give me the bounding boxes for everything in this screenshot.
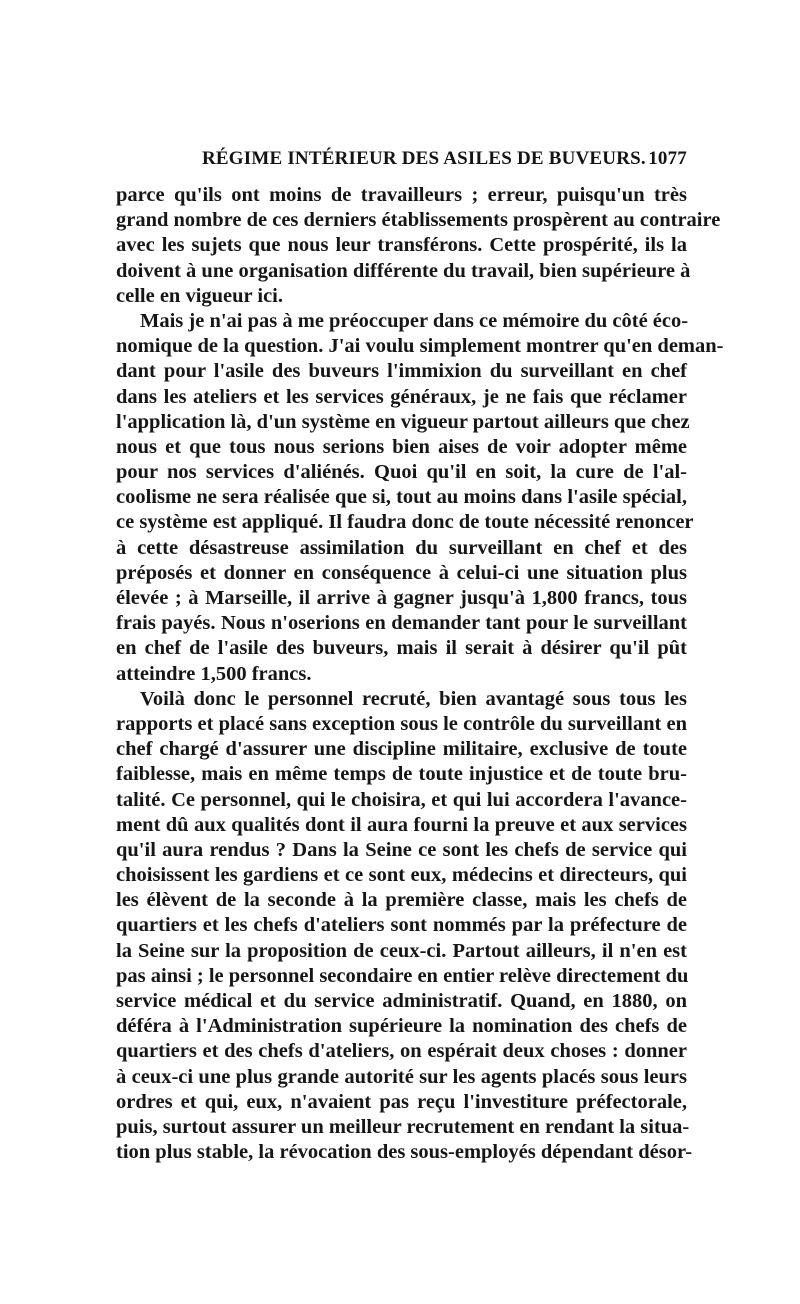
text-line: dans les ateliers et les services généraux, je ne fais que réclamer [116,385,687,408]
text-line: à ceux-ci une plus grande autorité sur les agents placés sous leurs [116,1065,687,1088]
text-line: à cette désastreuse assimilation du surveillant en chef et des [116,536,687,559]
paragraph [116,183,721,309]
text-line: pour nos services d'aliénés. Quoi qu'il en soit, la cure de l'al- [116,461,687,484]
paragraph [116,309,724,687]
text-line: ment dû aux qualités dont il aura fourni la preuve et aux services [116,813,687,836]
text-line: doivent à une organisation différente du travail, bien supérieure à [116,259,691,282]
text-line: déféra à l'Administration supérieure la nomination des chefs de [116,1015,687,1038]
text-line: en chef de l'asile des buveurs, mais il serait à désirer qu'il pût [116,637,687,660]
text-line: élevée ; à Marseille, il arrive à gagner jusqu'à 1,800 francs, tous [116,587,687,609]
text-line: nous et que tous nous serions bien aises de voir adopter même [116,435,687,458]
text-line: qu'il aura rendus ? Dans la Seine ce sont les chefs de service qui [116,838,687,861]
text-line: quartiers et les chefs d'ateliers sont nommés par la préfecture de [116,914,687,937]
text-line: tion plus stable, la révocation des sous-employés dépendant désor- [116,1141,693,1164]
text-line: avec les sujets que nous leur transférons. Cette prospérité, ils la [116,234,687,257]
text-line: ordres et qui, eux, n'avaient pas reçu l'investiture préfectorale, [116,1090,687,1113]
text-line: choisissent les gardiens et ce sont eux, médecins et directeurs, qui [116,864,687,887]
paragraph [116,687,693,1166]
text-line: les élèvent de la seconde à la première classe, mais les chefs de [116,889,687,912]
text-line: ce système est appliqué. Il faudra donc de toute nécessité renoncer [116,511,694,534]
text-line: préposés et donner en conséquence à celui-ci une situation plus [116,561,687,584]
text-line: pas ainsi ; le personnel secondaire en entier relève directement du [116,964,689,987]
text-line: chef chargé d'assurer une discipline militaire, exclusive de toute [116,738,687,761]
text-line: parce qu'ils ont moins de travailleurs ; erreur, puisqu'un très [116,184,687,206]
text-line: rapports et placé sans exception sous le contrôle du surveillant en [116,712,687,735]
text-line: dant pour l'asile des buveurs l'immixion du surveillant en chef [116,360,687,383]
text-line: l'application là, d'un système en vigueur partout ailleurs que chez [116,410,690,433]
text-line: celle en vigueur ici. [116,284,284,307]
text-line: Voilà donc le personnel recruté, bien avantagé sous tous les [140,687,687,710]
text-line: frais payés. Nous n'oserions en demander tant pour le surveillant [116,612,687,635]
text-line: faiblesse, mais en même temps de toute injustice et de toute bru- [116,763,687,786]
text-line: nomique de la question. J'ai voulu simplement montrer qu'en deman- [116,335,724,358]
text-line: quartiers et des chefs d'ateliers, on espérait deux choses : donner [116,1040,687,1063]
text-line: service médical et du service administratif. Quand, en 1880, on [116,990,687,1012]
page-number: 1077 [648,148,687,169]
text-line: puis, surtout assurer un meilleur recrutement en rendant la situa- [116,1115,690,1138]
text-line: talité. Ce personnel, qui le choisira, et qui lui accordera l'avance- [116,788,687,811]
text-line: atteindre 1,500 francs. [116,662,312,685]
running-title: RÉGIME INTÉRIEUR DES ASILES DE BUVEURS. [202,148,646,169]
text-line: Mais je n'ai pas à me préoccuper dans ce mémoire du côté éco- [140,309,689,332]
body-text [116,183,724,1165]
text-line: grand nombre de ces derniers établissements prospèrent au contraire [116,209,721,232]
running-header [120,146,687,172]
text-line: la Seine sur la proposition de ceux-ci. Partout ailleurs, il n'en est [116,939,687,962]
text-line: coolisme ne sera réalisée que si, tout au moins dans l'asile spécial, [116,486,687,509]
